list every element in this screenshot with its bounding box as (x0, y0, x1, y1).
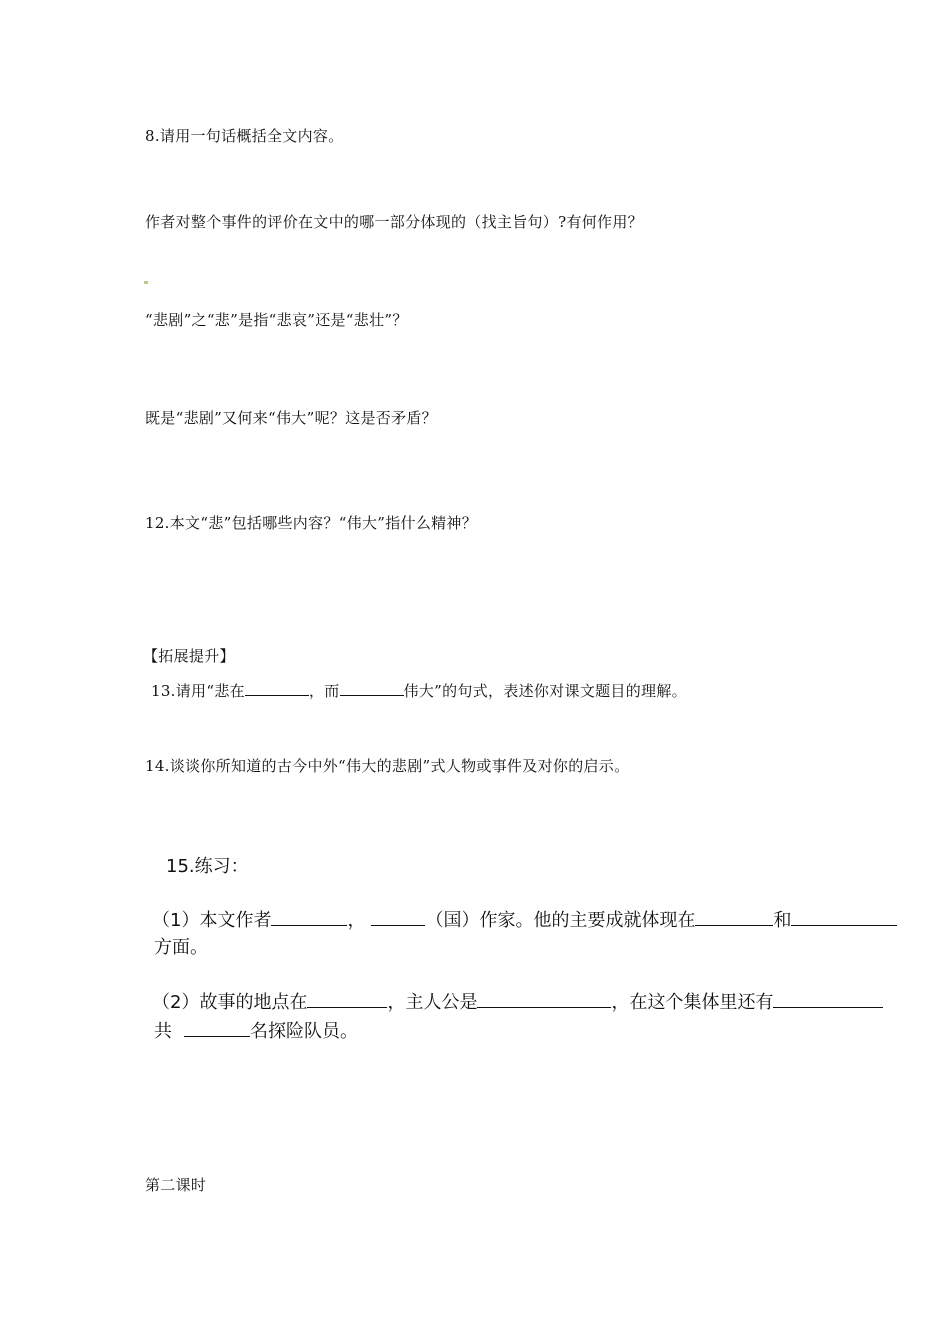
question-11: 既是“悲剧”又何来“伟大”呢？这是否矛盾？ (145, 409, 437, 427)
question-8: 8.请用一句话概括全文内容。 (145, 127, 344, 145)
q13-text-2: ，而 (308, 682, 340, 700)
question-10: “悲剧”之“悲”是指“悲哀”还是“悲壮”？ (145, 311, 408, 329)
q13-text-1: 13.请用“悲在 (151, 682, 245, 700)
exercise-item-1-cont: 方面。 (154, 937, 208, 958)
exercise-item-1 (152, 907, 897, 933)
item2-text-d: 共 (154, 1021, 172, 1042)
exercise-item-2-cont (154, 1018, 358, 1044)
exercise-item-2 (152, 989, 883, 1015)
item2-blank-protagonist[interactable] (477, 989, 611, 1008)
question-14: 14.谈谈你所知道的古今中外“伟大的悲剧”式人物或事件及对你的启示。 (145, 757, 630, 775)
item1-text-b: ， (347, 910, 366, 931)
item1-text-a: （1）本文作者 (152, 910, 272, 931)
item1-text-c: （国）作家。他的主要成就体现在 (425, 910, 696, 931)
item1-blank-country[interactable] (371, 907, 425, 926)
lesson-footer: 第二课时 (145, 1176, 207, 1194)
question-12: 12.本文“悲”包括哪些内容？“伟大”指什么精神？ (145, 514, 478, 532)
item2-blank-count[interactable] (184, 1018, 250, 1037)
q13-blank-2[interactable] (340, 681, 404, 696)
question-13 (151, 681, 687, 701)
section-heading: 【拓展提升】 (143, 647, 235, 665)
exercise-title: 15.练习： (166, 856, 249, 877)
item1-blank-author[interactable] (271, 907, 347, 926)
question-9: 作者对整个事件的评价在文中的哪一部分体现的（找主旨句）?有何作用？ (145, 213, 643, 231)
item2-blank-members[interactable] (773, 989, 883, 1008)
item2-text-b: ，主人公是 (387, 992, 478, 1013)
item2-text-a: （2）故事的地点在 (152, 992, 308, 1013)
item2-text-c: ，在这个集体里还有 (611, 992, 774, 1013)
item2-blank-location[interactable] (307, 989, 387, 1008)
stray-mark (144, 281, 148, 284)
item2-text-e: 名探险队员。 (250, 1021, 358, 1042)
item1-text-d: 和 (773, 910, 792, 931)
q13-blank-1[interactable] (245, 681, 309, 696)
item1-blank-achievement-2[interactable] (791, 907, 897, 926)
item1-blank-achievement-1[interactable] (695, 907, 773, 926)
q13-text-3: 伟大”的句式，表述你对课文题目的理解。 (403, 682, 687, 700)
